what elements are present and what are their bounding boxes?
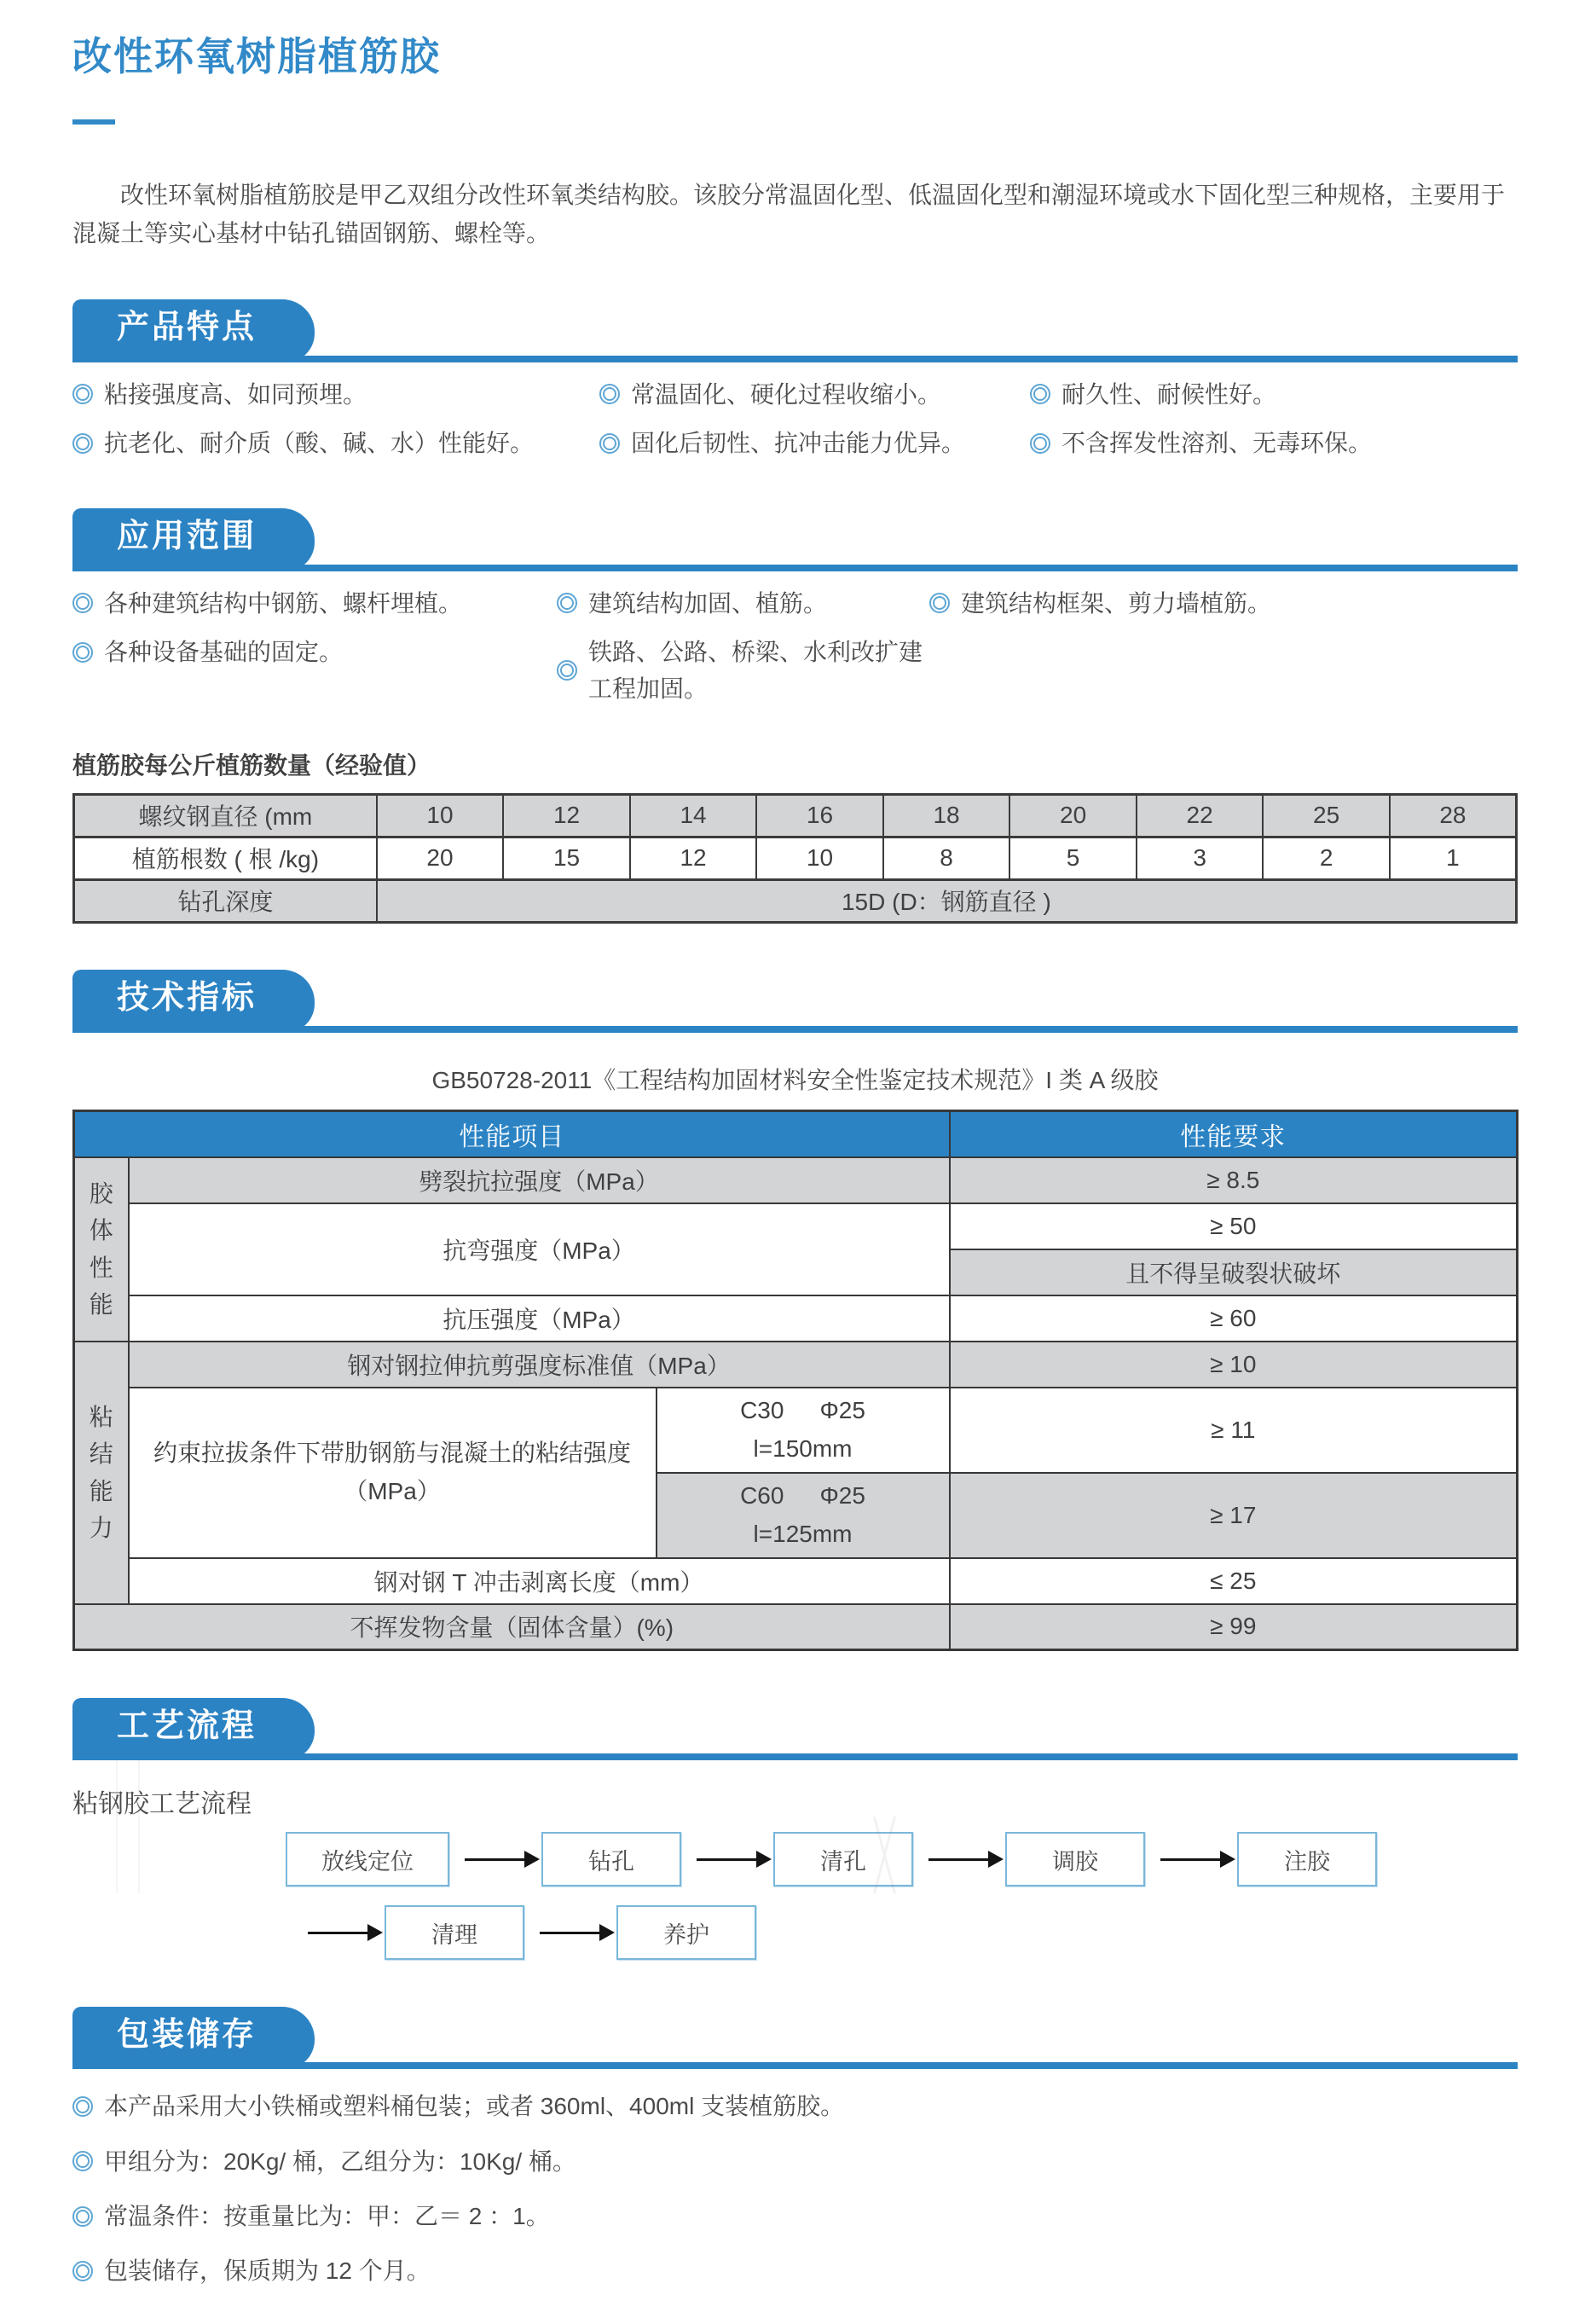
table-row bbox=[74, 1295, 1518, 1342]
list-item bbox=[557, 585, 929, 622]
property-cell: 钢对钢 T 冲击剥离长度（mm） bbox=[129, 1558, 950, 1604]
bullet-icon bbox=[72, 384, 93, 404]
rebar-diameter: Φ25 bbox=[819, 1481, 865, 1509]
section-tab-packaging: 包装储存 bbox=[72, 2007, 315, 2070]
diameter-cell: 20 bbox=[1009, 794, 1137, 837]
count-cell: 10 bbox=[756, 837, 883, 879]
list-item bbox=[72, 2252, 1518, 2289]
requirement-cell: ≥ 8.5 bbox=[950, 1157, 1518, 1203]
arrow-right-icon bbox=[465, 1858, 526, 1861]
bullet-icon bbox=[599, 433, 620, 454]
list-item bbox=[72, 2198, 1518, 2234]
flow-step: 钻孔 bbox=[541, 1832, 681, 1886]
intro-paragraph: 改性环氧树脂植筋胶是甲乙双组分改性环氧类结构胶。该胶分常温固化型、低温固化型和潮湿环境或水下固化型三种规格，主要用于混凝土等实心基材中钻孔锚固钢筋、螺栓等。 bbox=[72, 182, 1506, 247]
arrow-right-icon bbox=[697, 1858, 758, 1861]
list-item bbox=[72, 2088, 1518, 2124]
feature-text: 不含挥发性溶剂、无毒环保。 bbox=[1061, 430, 1373, 457]
list-item bbox=[1030, 425, 1518, 461]
bullet-icon bbox=[72, 2151, 93, 2171]
diameter-cell: 18 bbox=[883, 794, 1010, 837]
diameter-cell: 28 bbox=[1390, 794, 1517, 837]
packaging-text: 本产品采用大小铁桶或塑料桶包装；或者 360ml、400ml 支装植筋胶。 bbox=[104, 2093, 845, 2120]
applications-col-1 bbox=[72, 585, 557, 708]
applications-col-2 bbox=[557, 585, 929, 708]
diameter-cell: 16 bbox=[756, 794, 883, 837]
section-header-process bbox=[72, 1697, 1518, 1760]
diameter-cell: 14 bbox=[630, 794, 757, 837]
flow-row-1 bbox=[286, 1832, 1518, 1886]
column-header-req: 性能要求 bbox=[950, 1110, 1518, 1157]
flow-step: 注胶 bbox=[1237, 1832, 1377, 1886]
application-text: 铁路、公路、桥梁、水利改扩建工程加固。 bbox=[588, 638, 923, 703]
row-header: 螺纹钢直径 (mm bbox=[74, 794, 377, 837]
property-label: 约束拉拔条件下带肋钢筋与混凝土的粘结强度 bbox=[153, 1439, 631, 1466]
table-row bbox=[74, 1203, 1518, 1249]
application-text: 各种设备基础的固定。 bbox=[104, 638, 344, 665]
list-item bbox=[1030, 376, 1518, 413]
count-cell: 12 bbox=[630, 837, 757, 879]
condition-cell-c30 bbox=[657, 1388, 950, 1473]
concrete-grade: C60 bbox=[740, 1481, 784, 1509]
requirement-cell: ≤ 25 bbox=[950, 1558, 1518, 1604]
diameter-cell: 10 bbox=[377, 794, 504, 837]
section-header-packaging bbox=[72, 2006, 1518, 2069]
features-col-3 bbox=[1030, 376, 1518, 462]
table-row bbox=[74, 1604, 1518, 1650]
features-bullets bbox=[72, 376, 1518, 462]
application-text: 建筑结构框架、剪力墙植筋。 bbox=[961, 589, 1272, 617]
flow-step: 清孔 bbox=[773, 1832, 913, 1886]
requirement-cell: ≥ 11 bbox=[950, 1388, 1518, 1473]
section-header-tech bbox=[72, 970, 1518, 1033]
list-item bbox=[599, 425, 1030, 461]
bullet-icon bbox=[72, 642, 93, 663]
count-cell: 2 bbox=[1263, 837, 1390, 879]
packaging-bullets bbox=[72, 2088, 1518, 2290]
requirement-cell: ≥ 60 bbox=[950, 1295, 1518, 1342]
property-cell: 钢对钢拉伸抗剪强度标准值（MPa） bbox=[129, 1342, 950, 1388]
packaging-text: 包装储存，保质期为 12 个月。 bbox=[104, 2257, 431, 2285]
flow-step: 养护 bbox=[616, 1905, 756, 1960]
rebar-table bbox=[72, 793, 1518, 924]
bullet-icon bbox=[72, 2096, 93, 2117]
flow-step: 清理 bbox=[385, 1905, 524, 1960]
table-row bbox=[74, 879, 1517, 922]
arrow-right-icon bbox=[1160, 1858, 1222, 1861]
column-header-item: 性能项目 bbox=[74, 1110, 950, 1157]
arrow-right-icon bbox=[928, 1858, 990, 1861]
bullet-icon bbox=[72, 433, 93, 454]
list-item bbox=[72, 2143, 1518, 2180]
group-cell-body: 胶体性能 bbox=[74, 1157, 129, 1342]
applications-col-3 bbox=[929, 585, 1518, 708]
bullet-icon bbox=[1030, 433, 1050, 454]
bullet-icon bbox=[72, 593, 93, 613]
condition-cell-c60 bbox=[657, 1473, 950, 1558]
feature-text: 固化后韧性、抗冲击能力优异。 bbox=[631, 430, 966, 457]
bullet-icon bbox=[557, 593, 577, 613]
features-col-1 bbox=[72, 376, 599, 462]
property-cell: 抗弯强度（MPa） bbox=[129, 1203, 950, 1295]
bullet-icon bbox=[929, 593, 950, 613]
count-cell: 5 bbox=[1009, 837, 1137, 879]
feature-text: 常温固化、硬化过程收缩小。 bbox=[631, 380, 942, 408]
anchor-length: l=125mm bbox=[753, 1520, 853, 1547]
diameter-cell: 25 bbox=[1263, 794, 1390, 837]
requirement-cell: ≥ 10 bbox=[950, 1342, 1518, 1388]
flow-step: 放线定位 bbox=[286, 1832, 449, 1886]
bullet-icon bbox=[599, 384, 620, 404]
list-item bbox=[72, 425, 599, 461]
depth-cell: 15D (D：钢筋直径 ) bbox=[377, 879, 1517, 922]
property-cell: 劈裂抗拉强度（MPa） bbox=[129, 1157, 950, 1203]
standard-reference: GB50728-2011《工程结构加固材料安全性鉴定技术规范》I 类 A 级胶 bbox=[431, 1066, 1159, 1093]
section-tab-features: 产品特点 bbox=[72, 299, 315, 362]
feature-text: 耐久性、耐候性好。 bbox=[1061, 380, 1277, 408]
list-item bbox=[557, 634, 929, 708]
table-row bbox=[74, 1558, 1518, 1604]
list-item bbox=[72, 376, 599, 413]
requirement-cell: ≥ 99 bbox=[950, 1604, 1518, 1650]
application-text: 各种建筑结构中钢筋、螺杆埋植。 bbox=[104, 589, 463, 617]
concrete-grade: C30 bbox=[740, 1396, 784, 1423]
flow-step: 调胶 bbox=[1005, 1832, 1145, 1886]
rebar-diameter: Φ25 bbox=[819, 1396, 865, 1423]
count-cell: 15 bbox=[503, 837, 630, 879]
table-row bbox=[74, 837, 1517, 879]
section-tab-applications: 应用范围 bbox=[72, 508, 315, 571]
arrow-right-icon bbox=[308, 1932, 369, 1934]
requirement-cell: ≥ 50 bbox=[950, 1203, 1518, 1249]
table-row bbox=[74, 1342, 1518, 1388]
requirement-cell: ≥ 17 bbox=[950, 1473, 1518, 1558]
section-tab-process: 工艺流程 bbox=[72, 1698, 315, 1761]
row-header: 钻孔深度 bbox=[74, 879, 377, 922]
list-item bbox=[72, 585, 557, 622]
feature-text: 粘接强度高、如同预埋。 bbox=[104, 380, 367, 408]
features-col-2 bbox=[599, 376, 1030, 462]
section-tab-tech: 技术指标 bbox=[72, 970, 315, 1033]
count-cell: 8 bbox=[883, 837, 1010, 879]
flow-row-2 bbox=[292, 1905, 1518, 1960]
tech-table bbox=[72, 1110, 1518, 1652]
application-text: 建筑结构加固、植筋。 bbox=[588, 589, 828, 617]
packaging-text: 常温条件：按重量比为：甲：乙＝ 2 ：1。 bbox=[104, 2202, 550, 2229]
property-cell bbox=[129, 1388, 657, 1558]
row-header: 植筋根数 ( 根 /kg) bbox=[74, 837, 377, 879]
page-title: 改性环氧树脂植筋胶 bbox=[72, 34, 441, 78]
applications-bullets bbox=[72, 585, 1518, 708]
table-row bbox=[74, 1157, 1518, 1203]
count-cell: 20 bbox=[377, 837, 504, 879]
bullet-icon bbox=[72, 2261, 93, 2281]
list-item bbox=[72, 634, 557, 670]
bullet-icon bbox=[1030, 384, 1050, 404]
count-cell: 1 bbox=[1390, 837, 1517, 879]
diameter-cell: 12 bbox=[503, 794, 630, 837]
feature-text: 抗老化、耐介质（酸、碱、水）性能好。 bbox=[104, 430, 535, 457]
packaging-text: 甲组分为：20Kg/ 桶，乙组分为：10Kg/ 桶。 bbox=[104, 2147, 576, 2175]
bullet-icon bbox=[557, 660, 577, 681]
arrow-right-icon bbox=[540, 1932, 601, 1934]
section-header-features bbox=[72, 299, 1518, 362]
section-header-applications bbox=[72, 508, 1518, 571]
count-cell: 3 bbox=[1137, 837, 1264, 879]
property-unit: （MPa） bbox=[344, 1477, 441, 1504]
title-underline bbox=[72, 119, 115, 125]
anchor-length: l=150mm bbox=[753, 1434, 853, 1462]
requirement-cell: 且不得呈破裂状破坏 bbox=[950, 1249, 1518, 1295]
table-row bbox=[74, 794, 1517, 837]
property-cell: 抗压强度（MPa） bbox=[129, 1295, 950, 1342]
rebar-table-title: 植筋胶每公斤植筋数量（经验值） bbox=[72, 751, 431, 779]
table-row bbox=[74, 1110, 1518, 1157]
list-item bbox=[929, 585, 1518, 622]
process-flow-label: 粘钢胶工艺流程 bbox=[72, 1790, 252, 1819]
group-cell-bond: 粘结能力 bbox=[74, 1342, 129, 1604]
list-item bbox=[599, 376, 1030, 413]
table-row bbox=[74, 1388, 1518, 1473]
diameter-cell: 22 bbox=[1137, 794, 1264, 837]
bullet-icon bbox=[72, 2206, 93, 2227]
property-cell: 不挥发物含量（固体含量）(%) bbox=[74, 1604, 950, 1650]
